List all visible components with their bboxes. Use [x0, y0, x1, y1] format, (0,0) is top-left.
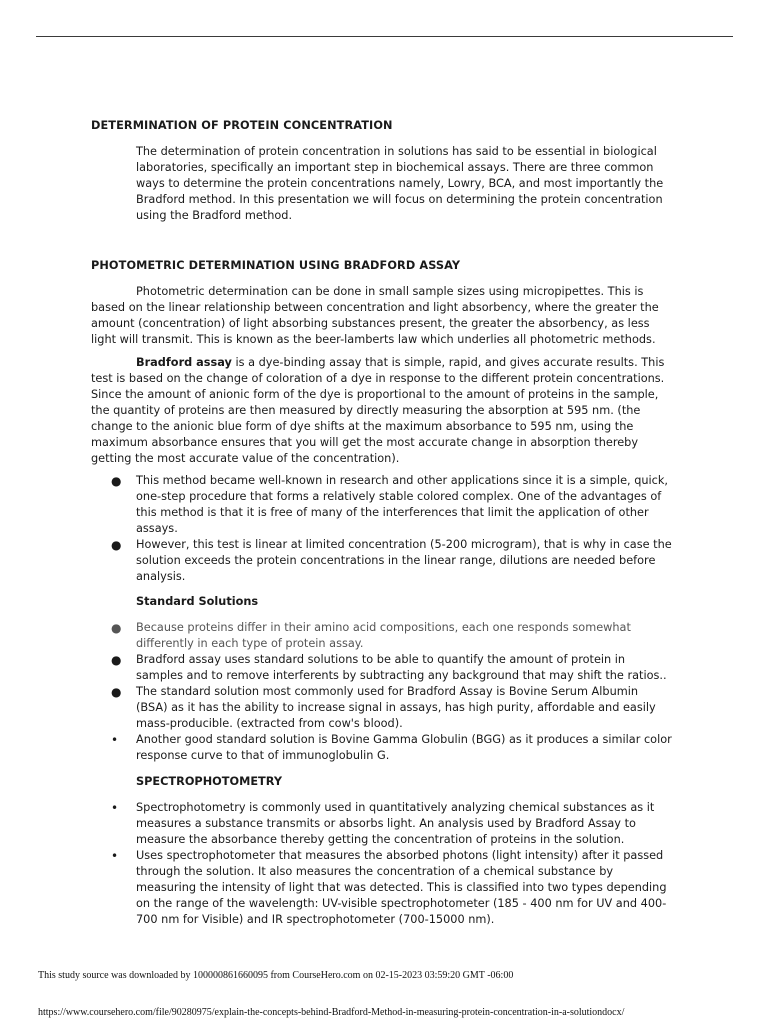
paragraph-determination: The determination of protein concentration in solutions has said to be essential in biological laboratories, specifically an important step in biochemical assays. There are three common ways to determine the protein concentrations namely, Lowry, BCA, and most importantly the Bradford method. In this presentation we will focus on determining the protein concentration using the Bradford method.	[136, 145, 664, 222]
bullet-icon: ●	[111, 685, 122, 699]
bullet-icon: ●	[111, 621, 122, 635]
source-url-link[interactable]: https://www.coursehero.com/file/90280975/explain-the-concepts-behind-Bradford-Method-in-measuring-protein-concentration-in-a-solutiondocx/	[38, 1007, 625, 1018]
bullet-list-standard-solutions	[91, 620, 673, 764]
paragraph-bradford-assay	[91, 355, 673, 467]
download-source-note: This study source was downloaded by 100000861660095 from CourseHero.com on 02-15-2023 03:59:20 GMT -06:00	[38, 970, 514, 981]
list-item: • Spectrophotometry is commonly used in quantitatively analyzing chemical substances as it measures a substance transmits or absorbs light. An analysis used by Bradford Assay to measure the absorbance thereby getting the concentration of proteins in the solution.	[111, 801, 655, 846]
list-item: ● The standard solution most commonly used for Bradford Assay is Bovine Serum Albumin (BSA) as it has the ability to increase signal in assays, has high purity, affordable and easily mass-producible. (extracted from cow's blood).	[111, 685, 656, 730]
list-item: ● Bradford assay uses standard solutions to be able to quantify the amount of protein in samples and to remove interferents by subtracting any background that may shift the ratios..	[111, 653, 667, 682]
bullet-list-spectrophotometry	[91, 800, 673, 928]
list-item: • Uses spectrophotometer that measures the absorbed photons (light intensity) after it passed through the solution. It also measures the concentration of a chemical substance by measuring the intensity of light that was detected. This is classified into two types depending on the range of the wavelength: UV-visible spectrophotometer (185 - 400 nm for UV and 400-700 nm for Visible) and IR spectrophotometer (700-15000 nm).	[111, 849, 667, 926]
top-divider	[36, 36, 733, 37]
section-heading-photometric: PHOTOMETRIC DETERMINATION USING BRADFORD ASSAY	[91, 259, 461, 272]
list-item: ● This method became well-known in research and other applications since it is a simple, quick, one-step procedure that forms a relatively stable colored complex. One of the advantages of this method is that it is free of many of the interferences that limit the application of other assays.	[111, 474, 669, 535]
list-item: ● However, this test is linear at limited concentration (5-200 microgram), that is why in case the solution exceeds the protein concentrations in the linear range, dilutions are needed before analysis.	[111, 538, 672, 583]
document-body	[91, 118, 673, 928]
subheading-spectrophotometry: SPECTROPHOTOMETRY	[136, 775, 283, 788]
bullet-icon: ●	[111, 538, 122, 552]
list-item: ● Because proteins differ in their amino acid compositions, each one responds somewhat differently in each type of protein assay.	[111, 621, 631, 650]
bullet-icon: •	[111, 801, 119, 815]
paragraph-photometric: Photometric determination can be done in small sample sizes using micropipettes. This is based on the linear relationship between concentration and light absorbency, where the greater the amount (concentration) of light absorbing substances present, the greater the absorbency, as less light will transmit. This is known as the beer-lamberts law which underlies all photometric methods.	[91, 285, 659, 346]
bullet-list-photometric	[91, 473, 673, 585]
bullet-icon: •	[111, 849, 119, 863]
bradford-assay-term: Bradford assay	[136, 356, 232, 369]
subheading-standard-solutions: Standard Solutions	[136, 595, 259, 608]
bullet-icon: •	[111, 733, 119, 747]
bullet-icon: ●	[111, 653, 122, 667]
bullet-icon: ●	[111, 474, 122, 488]
list-item: • Another good standard solution is Bovine Gamma Globulin (BGG) as it produces a similar color response curve to that of immunoglobulin G.	[111, 733, 672, 762]
bradford-assay-text: is a dye-binding assay that is simple, rapid, and gives accurate results. This test is based on the change of coloration of a dye in response to the different protein concentrations. Since the amount of anionic form of the dye is proportional to the amount of proteins in the sample, the quantity of proteins are then measured by directly measuring the absorption at 595 nm. (the change to the anionic blue form of dye shifts at the maximum absorbance to 595 nm, using the maximum absorbance ensures that you will get the most accurate change in absorption thereby getting the most accurate value of the concentration).	[91, 356, 665, 465]
section-heading-determination: DETERMINATION OF PROTEIN CONCENTRATION	[91, 119, 393, 132]
